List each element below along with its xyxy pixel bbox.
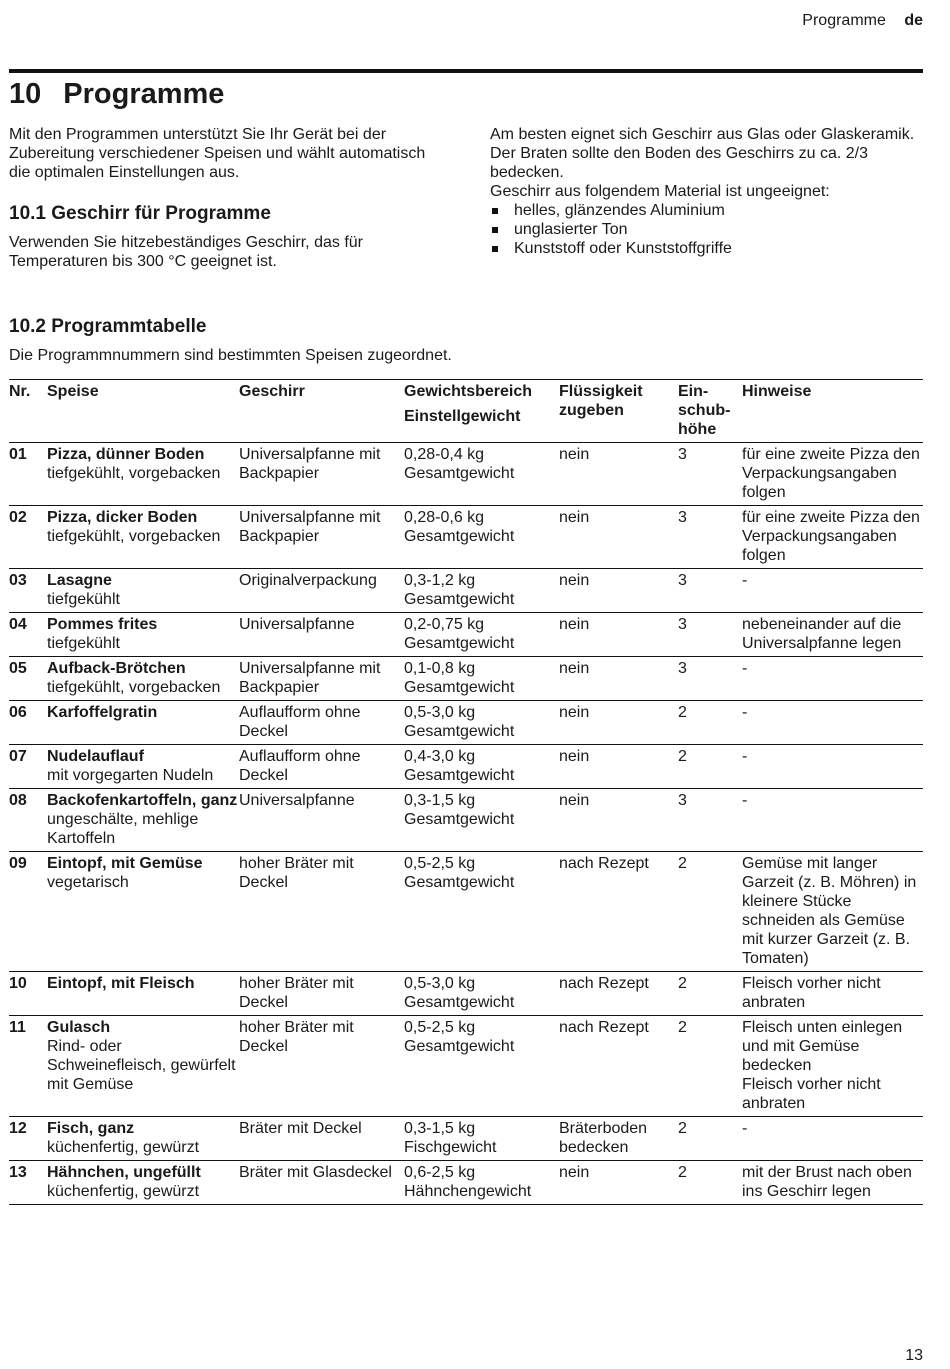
cell-gewicht xyxy=(404,613,559,657)
cell-geschirr: Originalverpackung xyxy=(239,572,377,589)
cell-gewicht xyxy=(404,1117,559,1161)
header-rule xyxy=(9,69,923,73)
cell-einschub: 2 xyxy=(678,975,687,992)
list-item: unglasierter Ton xyxy=(490,220,920,239)
dish-name: Aufback-Brötchen xyxy=(47,660,186,677)
weight-type: Gesamtgewicht xyxy=(404,1038,515,1055)
header-fluessig-line1: Flüssigkeit xyxy=(559,383,643,400)
dish-description: tiefgekühlt xyxy=(47,635,120,652)
cell-gewicht xyxy=(404,657,559,701)
cell-hinweise xyxy=(742,506,923,569)
weight-type: Gesamtgewicht xyxy=(404,465,515,482)
cell-speise xyxy=(47,701,239,745)
cell-nr: 09 xyxy=(9,855,27,872)
cell-speise xyxy=(47,1161,239,1205)
cell-hinweise xyxy=(742,443,923,506)
dish-description: küchenfertig, gewürzt xyxy=(47,1183,200,1200)
weight-range: 0,3-1,5 kg xyxy=(404,1120,476,1137)
cell-speise xyxy=(47,569,239,613)
weight-range: 0,2-0,75 kg xyxy=(404,616,485,633)
cell-nr: 06 xyxy=(9,704,27,721)
dish-name: Karfoffelgratin xyxy=(47,704,158,721)
cell-fluessigkeit: nein xyxy=(559,1164,590,1181)
cell-geschirr: Auflaufform ohne Deckel xyxy=(239,748,361,784)
hint-text: für eine zweite Pizza den Verpackungsangaben folgen xyxy=(742,509,920,564)
cell-speise xyxy=(47,789,239,852)
table-row xyxy=(9,852,923,972)
cell-geschirr: Auflaufform ohne Deckel xyxy=(239,704,361,740)
weight-range: 0,1-0,8 kg xyxy=(404,660,476,677)
hint-text: für eine zweite Pizza den Verpackungsangaben folgen xyxy=(742,446,920,501)
header-language: de xyxy=(904,12,923,29)
weight-type: Gesamtgewicht xyxy=(404,679,515,696)
weight-range: 0,28-0,4 kg xyxy=(404,446,485,463)
weight-range: 0,6-2,5 kg xyxy=(404,1164,476,1181)
cell-gewicht xyxy=(404,443,559,506)
running-header xyxy=(802,12,923,30)
cell-gewicht xyxy=(404,1016,559,1117)
cell-fluessigkeit: nach Rezept xyxy=(559,1019,649,1036)
cell-nr: 08 xyxy=(9,792,27,809)
table-row xyxy=(9,1016,923,1117)
cell-nr: 01 xyxy=(9,446,27,463)
cell-einschub: 3 xyxy=(678,660,687,677)
dish-name: Eintopf, mit Gemüse xyxy=(47,855,203,872)
cell-fluessigkeit: Bräterboden bedecken xyxy=(559,1120,648,1156)
cell-speise xyxy=(47,613,239,657)
chapter-title xyxy=(9,78,224,111)
dish-name: Lasagne xyxy=(47,572,112,589)
header-einschub xyxy=(678,380,742,443)
dish-name: Pizza, dünner Boden xyxy=(47,446,205,463)
weight-type: Gesamtgewicht xyxy=(404,528,515,545)
cell-gewicht xyxy=(404,1161,559,1205)
section-101-text: Verwenden Sie hitzebeständiges Geschirr, das für Temperaturen bis 300 °C geeignet ist. xyxy=(9,234,363,270)
cookware-suitable-text: Am besten eignet sich Geschirr aus Glas oder Glaskeramik. Der Braten sollte den Boden des Geschirrs zu ca. 2/3 bedecken. xyxy=(490,126,915,181)
cell-hinweise xyxy=(742,1161,923,1205)
header-geschirr: Geschirr xyxy=(239,383,305,400)
cell-geschirr: Bräter mit Glasdeckel xyxy=(239,1164,392,1181)
cell-nr: 04 xyxy=(9,616,27,633)
dish-name: Gulasch xyxy=(47,1019,111,1036)
weight-type: Gesamtgewicht xyxy=(404,635,515,652)
dish-description: tiefgekühlt xyxy=(47,591,120,608)
right-column xyxy=(490,125,920,258)
cell-geschirr: hoher Bräter mit Deckel xyxy=(239,855,354,891)
cell-speise xyxy=(47,1117,239,1161)
dish-name: Nudelauflauf xyxy=(47,748,144,765)
program-table-body xyxy=(9,443,923,1205)
cell-speise xyxy=(47,443,239,506)
table-row xyxy=(9,613,923,657)
cell-hinweise xyxy=(742,701,923,745)
unsuitable-material-list xyxy=(490,201,920,258)
table-row xyxy=(9,657,923,701)
weight-range: 0,3-1,5 kg xyxy=(404,792,476,809)
header-section: Programme xyxy=(802,12,886,29)
table-row xyxy=(9,701,923,745)
dish-name: Pizza, dicker Boden xyxy=(47,509,198,526)
table-row xyxy=(9,972,923,1016)
cell-fluessigkeit: nein xyxy=(559,509,590,526)
cell-hinweise xyxy=(742,1117,923,1161)
cell-einschub: 3 xyxy=(678,572,687,589)
hint-text: - xyxy=(742,792,748,809)
weight-range: 0,5-3,0 kg xyxy=(404,704,476,721)
cell-einschub: 2 xyxy=(678,704,687,721)
cell-fluessigkeit: nach Rezept xyxy=(559,855,649,872)
cell-nr: 03 xyxy=(9,572,27,589)
weight-type: Hähnchengewicht xyxy=(404,1183,532,1200)
cell-gewicht xyxy=(404,789,559,852)
weight-type: Gesamtgewicht xyxy=(404,591,515,608)
dish-name: Hähnchen, ungefüllt xyxy=(47,1164,201,1181)
hint-text: Fleisch unten einlegen und mit Gemüse bedecken xyxy=(742,1019,903,1074)
weight-type: Gesamtgewicht xyxy=(404,994,515,1011)
hint-text: - xyxy=(742,572,748,589)
header-nr: Nr. xyxy=(9,383,31,400)
header-einschub-line1: Ein- xyxy=(678,383,709,400)
dish-description: küchenfertig, gewürzt xyxy=(47,1139,200,1156)
cell-nr: 13 xyxy=(9,1164,27,1181)
cell-nr: 02 xyxy=(9,509,27,526)
program-table xyxy=(9,379,923,1205)
header-gewicht xyxy=(404,380,559,443)
hint-text: Gemüse mit langer Garzeit (z. B. Möhren) in kleinere Stücke schneiden als Gemüse mit kurzer Garzeit (z. B. Tomaten) xyxy=(742,855,917,967)
cell-einschub: 2 xyxy=(678,1019,687,1036)
hint-text-2: Fleisch vorher nicht anbraten xyxy=(742,1076,881,1112)
dish-description: mit vorgegarten Nudeln xyxy=(47,767,214,784)
dish-description: ungeschälte, mehlige Kartoffeln xyxy=(47,811,199,847)
cell-einschub: 3 xyxy=(678,509,687,526)
cell-einschub: 3 xyxy=(678,792,687,809)
cell-gewicht xyxy=(404,745,559,789)
cell-hinweise xyxy=(742,972,923,1016)
hint-text: - xyxy=(742,660,748,677)
cell-hinweise xyxy=(742,745,923,789)
dish-description: tiefgekühlt, vorgebacken xyxy=(47,528,221,545)
dish-name: Pommes frites xyxy=(47,616,158,633)
section-102-text: Die Programmnummern sind bestimmten Speisen zugeordnet. xyxy=(9,347,452,364)
table-row xyxy=(9,569,923,613)
cell-fluessigkeit: nein xyxy=(559,446,590,463)
dish-description: Rind- oder Schweinefleisch, gewürfelt mit Gemüse xyxy=(47,1038,236,1093)
cell-geschirr: Universalpfanne mit Backpapier xyxy=(239,446,381,482)
cell-fluessigkeit: nein xyxy=(559,704,590,721)
cell-geschirr: Universalpfanne mit Backpapier xyxy=(239,509,381,545)
cell-einschub: 2 xyxy=(678,855,687,872)
cell-nr: 10 xyxy=(9,975,27,992)
cell-hinweise xyxy=(742,569,923,613)
section-102-heading: 10.2 Programmtabelle xyxy=(9,316,207,337)
table-row xyxy=(9,789,923,852)
cell-geschirr: hoher Bräter mit Deckel xyxy=(239,975,354,1011)
section-102 xyxy=(9,316,923,365)
hint-text: - xyxy=(742,748,748,765)
header-gewicht-line2: Einstellgewicht xyxy=(404,408,521,425)
table-row xyxy=(9,443,923,506)
cell-einschub: 2 xyxy=(678,1164,687,1181)
weight-type: Gesamtgewicht xyxy=(404,723,515,740)
header-fluessigkeit xyxy=(559,380,678,443)
cell-fluessigkeit: nein xyxy=(559,616,590,633)
header-gewicht-line1: Gewichtsbereich xyxy=(404,383,533,400)
list-item: Kunststoff oder Kunststoffgriffe xyxy=(490,239,920,258)
table-row xyxy=(9,1117,923,1161)
weight-type: Fischgewicht xyxy=(404,1139,497,1156)
cell-speise xyxy=(47,506,239,569)
cell-gewicht xyxy=(404,569,559,613)
hint-text: - xyxy=(742,1120,748,1137)
cell-hinweise xyxy=(742,657,923,701)
table-row xyxy=(9,1161,923,1205)
cell-einschub: 2 xyxy=(678,1120,687,1137)
list-item: helles, glänzendes Aluminium xyxy=(490,201,920,220)
cell-hinweise xyxy=(742,1016,923,1117)
cell-gewicht xyxy=(404,506,559,569)
header-einschub-line3: höhe xyxy=(678,421,717,438)
cell-geschirr: Universalpfanne xyxy=(239,616,355,633)
cell-speise xyxy=(47,852,239,972)
header-einschub-line2: schub- xyxy=(678,402,731,419)
cell-gewicht xyxy=(404,701,559,745)
cell-nr: 05 xyxy=(9,660,27,677)
weight-range: 0,28-0,6 kg xyxy=(404,509,485,526)
hint-text: - xyxy=(742,704,748,721)
cell-hinweise xyxy=(742,789,923,852)
weight-range: 0,5-3,0 kg xyxy=(404,975,476,992)
cell-speise xyxy=(47,972,239,1016)
cell-fluessigkeit: nach Rezept xyxy=(559,975,649,992)
header-speise: Speise xyxy=(47,383,99,400)
cell-geschirr: Universalpfanne mit Backpapier xyxy=(239,660,381,696)
dish-name: Backofenkartoffeln, ganz xyxy=(47,792,238,809)
cell-geschirr: Universalpfanne xyxy=(239,792,355,809)
dish-name: Fisch, ganz xyxy=(47,1120,135,1137)
dish-name: Eintopf, mit Fleisch xyxy=(47,975,195,992)
table-row xyxy=(9,745,923,789)
chapter-title-text: Programme xyxy=(63,78,225,110)
section-101-heading: 10.1 Geschirr für Programme xyxy=(9,203,271,224)
cell-speise xyxy=(47,1016,239,1117)
cell-fluessigkeit: nein xyxy=(559,660,590,677)
dish-description: tiefgekühlt, vorgebacken xyxy=(47,679,221,696)
weight-range: 0,5-2,5 kg xyxy=(404,1019,476,1036)
dish-description: tiefgekühlt, vorgebacken xyxy=(47,465,221,482)
table-row xyxy=(9,506,923,569)
cell-speise xyxy=(47,745,239,789)
cell-nr: 11 xyxy=(9,1019,26,1036)
weight-type: Gesamtgewicht xyxy=(404,874,515,891)
cell-geschirr: hoher Bräter mit Deckel xyxy=(239,1019,354,1055)
table-header-row xyxy=(9,380,923,443)
cell-fluessigkeit: nein xyxy=(559,572,590,589)
left-column xyxy=(9,125,449,271)
cell-hinweise xyxy=(742,852,923,972)
cell-geschirr: Bräter mit Deckel xyxy=(239,1120,362,1137)
cell-gewicht xyxy=(404,852,559,972)
weight-type: Gesamtgewicht xyxy=(404,767,515,784)
hint-text: mit der Brust nach oben ins Geschirr legen xyxy=(742,1164,912,1200)
cell-einschub: 3 xyxy=(678,616,687,633)
weight-type: Gesamtgewicht xyxy=(404,811,515,828)
cell-einschub: 3 xyxy=(678,446,687,463)
weight-range: 0,4-3,0 kg xyxy=(404,748,476,765)
cell-gewicht xyxy=(404,972,559,1016)
header-hinweise: Hinweise xyxy=(742,383,812,400)
header-fluessig-line2: zugeben xyxy=(559,402,624,419)
cell-einschub: 2 xyxy=(678,748,687,765)
cell-nr: 07 xyxy=(9,748,27,765)
weight-range: 0,3-1,2 kg xyxy=(404,572,476,589)
intro-text: Mit den Programmen unterstützt Sie Ihr Gerät bei der Zubereitung verschiedener Speisen und wählt automatisch die optimalen Einstellungen aus. xyxy=(9,126,426,181)
cell-speise xyxy=(47,657,239,701)
cell-fluessigkeit: nein xyxy=(559,748,590,765)
dish-description: vegetarisch xyxy=(47,874,129,891)
cookware-unsuitable-intro: Geschirr aus folgendem Material ist ungeeignet: xyxy=(490,183,830,200)
page-number: 13 xyxy=(905,1347,923,1364)
cell-fluessigkeit: nein xyxy=(559,792,590,809)
cell-nr: 12 xyxy=(9,1120,27,1137)
weight-range: 0,5-2,5 kg xyxy=(404,855,476,872)
cell-hinweise xyxy=(742,613,923,657)
hint-text: nebeneinander auf die Universalpfanne legen xyxy=(742,616,902,652)
chapter-number: 10 xyxy=(9,78,42,110)
hint-text: Fleisch vorher nicht anbraten xyxy=(742,975,881,1011)
